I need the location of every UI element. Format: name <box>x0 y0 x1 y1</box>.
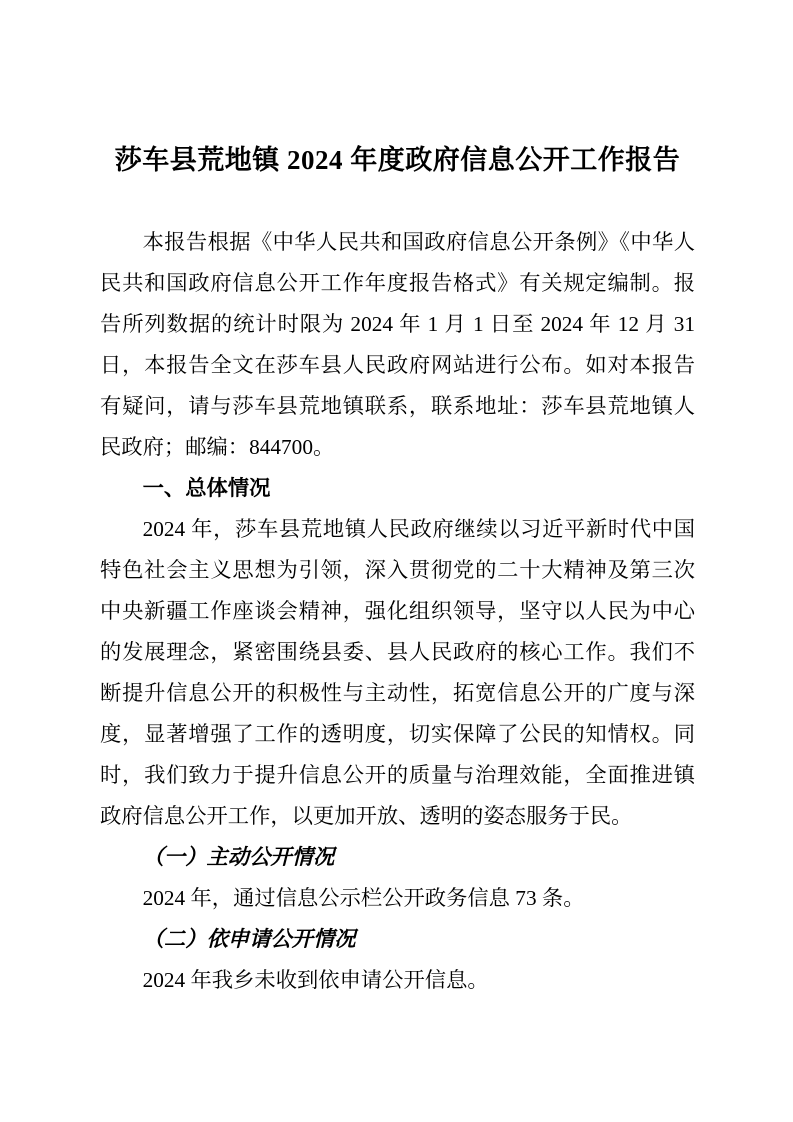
intro-paragraph: 本报告根据《中华人民共和国政府信息公开条例》《中华人民共和国政府信息公开工作年度报告格式》有关规定编制。报告所列数据的统计时限为 2024 年 1 月 1 日至 2024 年 12 月 31 日，本报告全文在莎车县人民政府网站进行公布。如对本报告有疑问，请与莎车县荒地镇联系，联系地址：莎车县荒地镇人民政府；邮编：844700。 <box>100 230 695 459</box>
document-title: 莎车县荒地镇 2024 年度政府信息公开工作报告 <box>114 145 681 175</box>
subsection-heading-on-request-disclosure: （二）依申请公开情况 <box>142 927 356 951</box>
section-heading-overview: 一、总体情况 <box>142 476 271 500</box>
section-paragraph-overview: 2024 年，莎车县荒地镇人民政府继续以习近平新时代中国特色社会主义思想为引领，深入贯彻党的二十大精神及第三次中央新疆工作座谈会精神，强化组织领导，坚守以人民为中心的发展理念，紧密围绕县委、县人民政府的核心工作。我们不断提升信息公开的积极性与主动性，拓宽信息公开的广度与深度，显著增强了工作的透明度，切实保障了公民的知情权。同时，我们致力于提升信息公开的质量与治理效能，全面推进镇政府信息公开工作，以更加开放、透明的姿态服务于民。 <box>100 517 695 828</box>
subsection-heading-proactive-disclosure: （一）主动公开情况 <box>142 845 335 869</box>
subsection-paragraph-on-request-disclosure: 2024 年我乡未收到依申请公开信息。 <box>142 968 489 992</box>
document-body <box>100 222 695 1001</box>
subsection-paragraph-proactive-disclosure: 2024 年，通过信息公示栏公开政务信息 73 条。 <box>142 886 585 910</box>
